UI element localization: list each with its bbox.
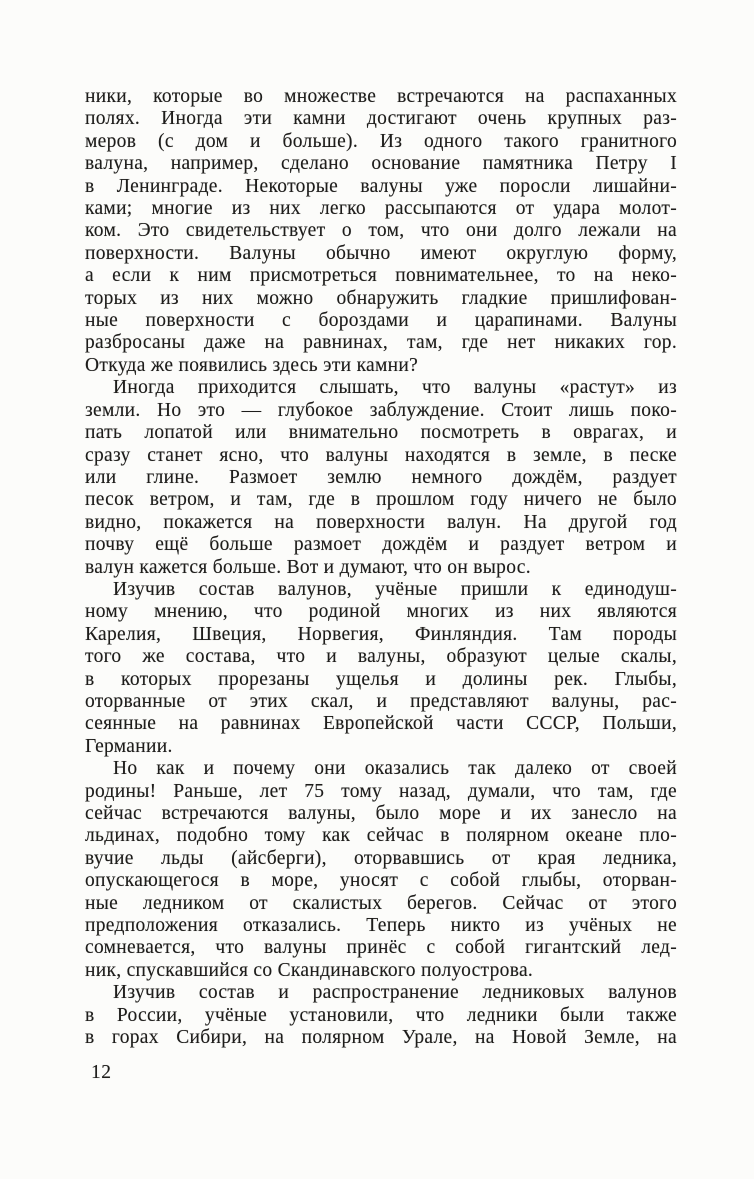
text-line: ные поверхности с бороздами и царапинами. Валуны	[85, 310, 677, 332]
text-line: сразу станет ясно, что валуны находятся в земле, в песке	[85, 444, 677, 466]
text-line: Откуда же появились здесь эти камни?	[85, 354, 419, 376]
page-text-block	[85, 86, 677, 1084]
text-line: Но как и почему они оказались так далеко от своей	[113, 758, 677, 780]
text-line: ные ледником от скалистых берегов. Сейчас от этого	[85, 892, 677, 914]
text-line: сомневается, что валуны принёс с собой гигантский лед-	[85, 937, 677, 959]
text-line: ному мнению, что родиной многих из них являются	[85, 601, 677, 623]
text-line: валуна, например, сделано основание памятника Петру I	[85, 153, 677, 175]
text-line: Иногда приходится слышать, что валуны «растут» из	[113, 377, 677, 399]
page-number: 12	[91, 1062, 112, 1084]
text-line: ники, которые во множестве встречаются на распаханных	[85, 86, 677, 107]
text-line: а если к ним присмотреться повнимательнее, то на неко-	[85, 265, 677, 287]
text-line: родины! Раньше, лет 75 тому назад, думали, что там, где	[85, 780, 677, 802]
text-line: видно, покажется на поверхности валун. На другой год	[85, 511, 677, 533]
text-line: ками; многие из них легко рассыпаются от удара молот-	[85, 198, 677, 220]
text-line: земли. Но это — глубокое заблуждение. Стоит лишь поко-	[85, 399, 677, 421]
text-line: сеянные на равнинах Европейской части СССР, Польши,	[85, 713, 677, 735]
text-line: в горах Сибири, на полярном Урале, на Новой Земле, на	[85, 1027, 677, 1049]
text-line: Германии.	[85, 735, 173, 757]
text-line: Изучив состав и распространение ледниковых валунов	[113, 982, 677, 1004]
text-line: почву ещё больше размоет дождём и раздует ветром и	[85, 534, 677, 556]
text-line: льдинах, подобно тому как сейчас в полярном океане пло-	[85, 825, 677, 847]
text-line: торых из них можно обнаружить гладкие пришлифован-	[85, 287, 677, 309]
text-lines	[85, 86, 677, 1049]
text-line: ник, спускавшийся со Скандинавского полуострова.	[85, 959, 534, 981]
text-line: валун кажется больше. Вот и думают, что он вырос.	[85, 556, 531, 578]
text-line: Изучив состав валунов, учёные пришли к единодуш-	[113, 578, 677, 600]
text-line: пать лопатой или внимательно посмотреть в оврагах, и	[85, 422, 677, 444]
text-line: оторванные от этих скал, и представляют валуны, рас-	[85, 690, 677, 712]
text-line: вучие льды (айсберги), оторвавшись от края ледника,	[85, 847, 677, 869]
text-line: в Ленинграде. Некоторые валуны уже поросли лишайни-	[85, 175, 677, 197]
text-line: ком. Это свидетельствует о том, что они долго лежали на	[85, 220, 677, 242]
text-line: опускающегося в море, уносят с собой глыбы, оторван-	[85, 870, 677, 892]
text-line: поверхности. Валуны обычно имеют округлую форму,	[85, 242, 677, 264]
text-line: или глине. Размоет землю немного дождём, раздует	[85, 466, 677, 488]
text-line: того же состава, что и валуны, образуют целые скалы,	[85, 646, 677, 668]
text-line: сейчас встречаются валуны, было море и их занесло на	[85, 803, 677, 824]
text-line: полях. Иногда эти камни достигают очень крупных раз-	[85, 108, 677, 130]
text-line: в которых прорезаны ущелья и долины рек. Глыбы,	[85, 668, 677, 690]
text-line: песок ветром, и там, где в прошлом году ничего не было	[85, 489, 677, 511]
text-line: предположения отказались. Теперь никто из учёных не	[85, 915, 677, 937]
text-line: разбросаны даже на равнинах, там, где нет никаких гор.	[85, 332, 677, 354]
text-line: меров (с дом и больше). Из одного такого гранитного	[85, 130, 677, 152]
text-line: Карелия, Швеция, Норвегия, Финляндия. Там породы	[85, 623, 677, 645]
text-line: в России, учёные установили, что ледники были также	[85, 1004, 677, 1026]
